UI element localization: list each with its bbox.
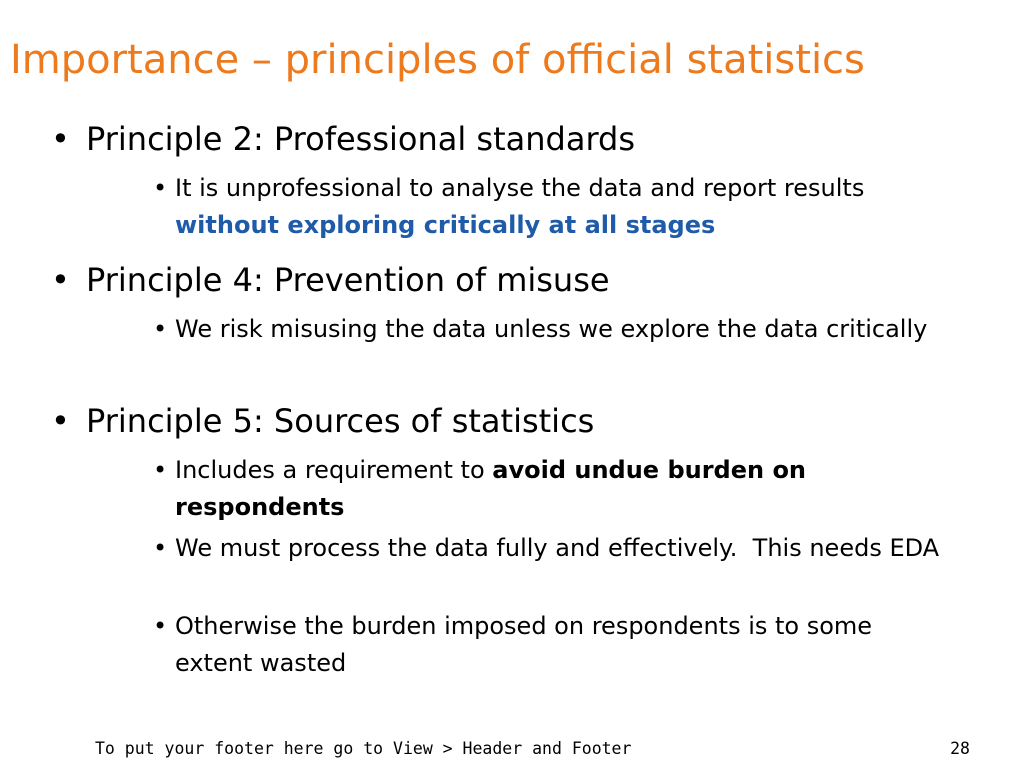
- sub-bullet-text: Otherwise the burden imposed on respondents is to some extent wasted: [175, 612, 873, 677]
- sub-bullet-principle-2: [153, 170, 953, 244]
- sub-bullet-emphasis: without exploring critically at all stages: [175, 211, 716, 239]
- sub-bullet-emphasis: avoid undue burden on respondents: [175, 456, 807, 521]
- sub-bullet-principle-5-b: [153, 530, 953, 567]
- principle-4-heading: Principle 4: Prevention of misuse: [86, 261, 610, 299]
- sub-bullet-principle-4: [153, 311, 953, 348]
- sub-bullet-text: [175, 452, 953, 526]
- bullet-principle-4: [51, 259, 991, 301]
- sub-bullet-dot: •: [153, 534, 168, 562]
- principle-5-heading: Principle 5: Sources of statistics: [86, 402, 595, 440]
- sub-bullet-plain-text: It is unprofessional to analyse the data and report results: [175, 174, 865, 202]
- bullet-principle-5: [51, 400, 991, 442]
- page-number: 28: [950, 739, 970, 758]
- sub-bullet-dot: •: [153, 315, 168, 343]
- bullet-dot: •: [51, 402, 70, 440]
- sub-bullet-principle-5-c: [153, 608, 953, 682]
- sub-bullet-dot: •: [153, 612, 168, 640]
- sub-bullet-principle-5-a: [153, 452, 953, 526]
- sub-bullet-dot: •: [153, 174, 168, 202]
- sub-bullet-text: We risk misusing the data unless we explore the data critically: [175, 315, 928, 343]
- sub-bullet-text: We must process the data fully and effectively. This needs EDA: [175, 534, 940, 562]
- slide-title: Importance – principles of official statistics: [10, 37, 865, 83]
- sub-bullet-text: [175, 170, 953, 244]
- slide-footer: To put your footer here go to View > Header and Footer: [95, 739, 632, 758]
- sub-bullet-plain-text: Includes a requirement to: [175, 456, 493, 484]
- sub-bullet-dot: •: [153, 456, 168, 484]
- bullet-dot: •: [51, 261, 70, 299]
- bullet-dot: •: [51, 120, 70, 158]
- bullet-principle-2: [51, 118, 991, 160]
- principle-2-heading: Principle 2: Professional standards: [86, 120, 636, 158]
